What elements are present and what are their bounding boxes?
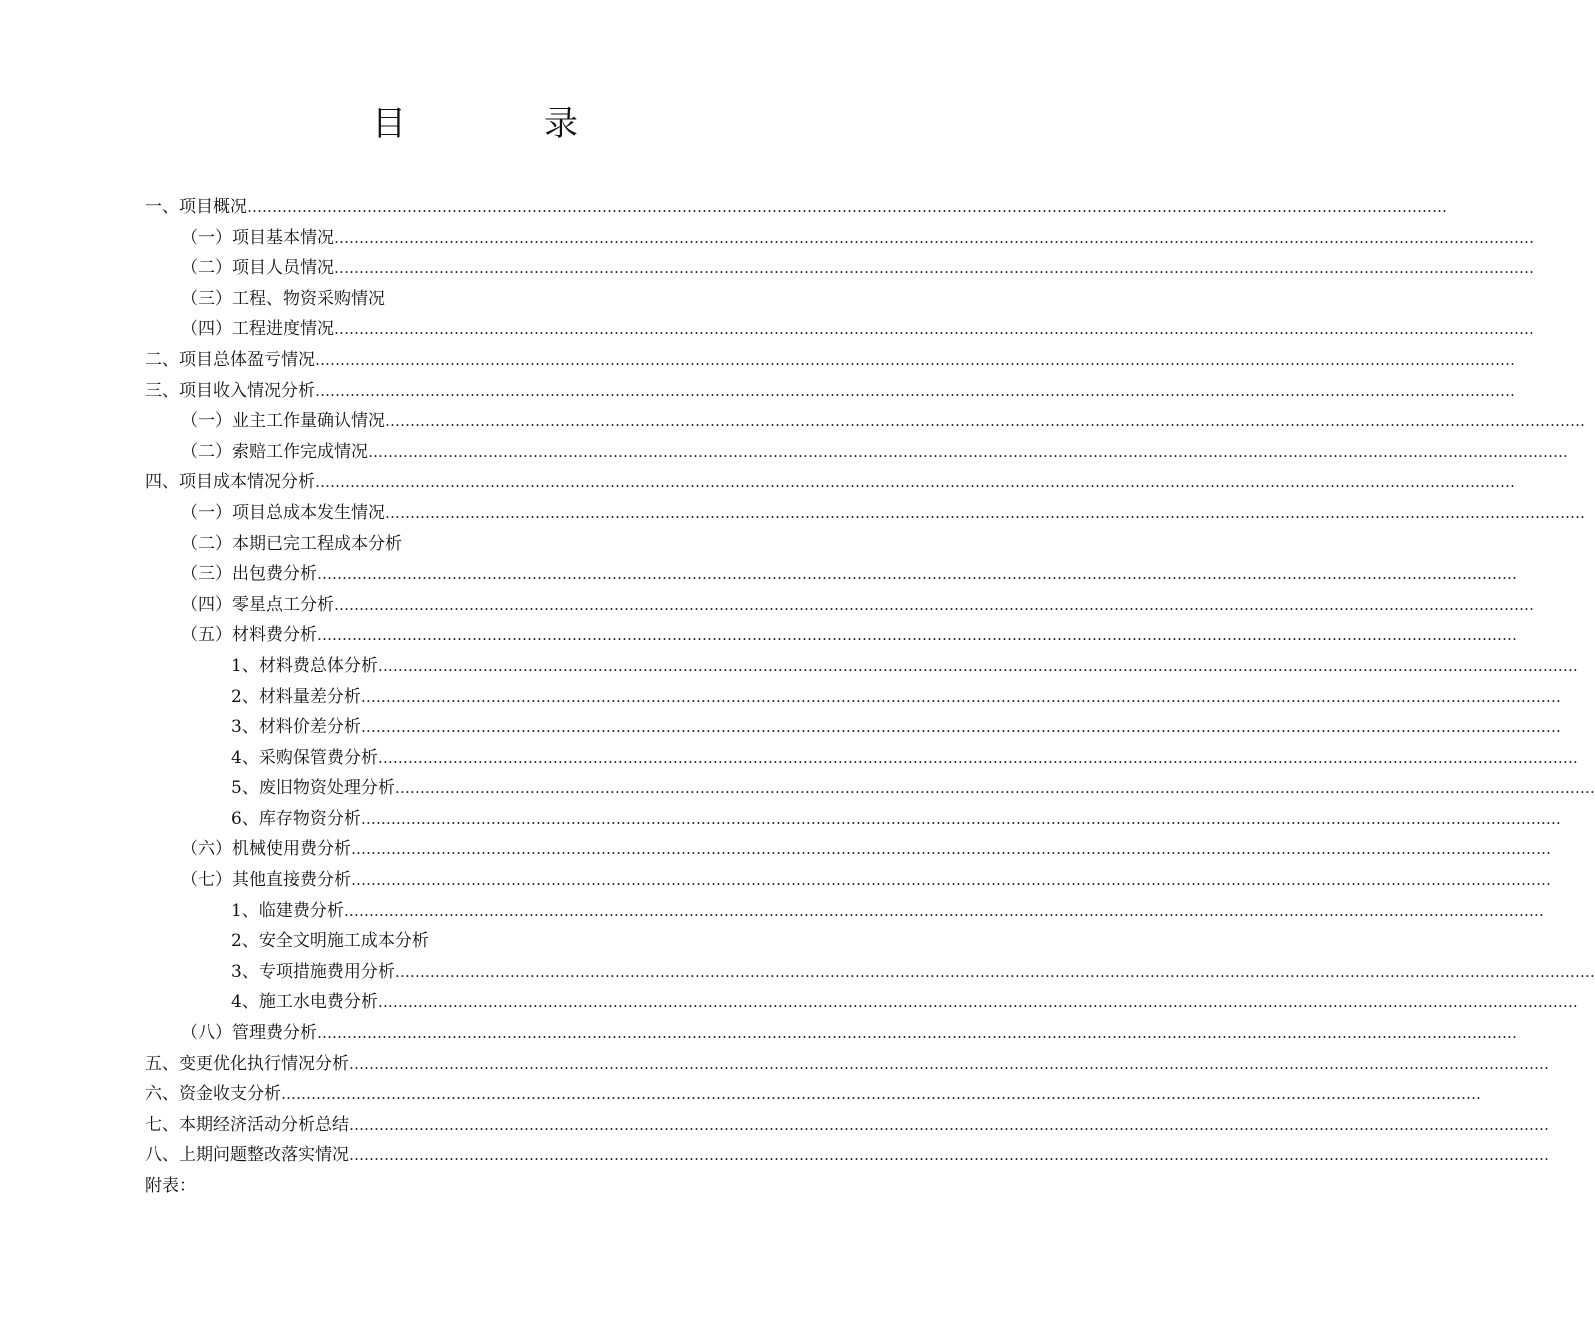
toc-entry[interactable] — [145, 1018, 1517, 1049]
toc-entry-label: （一）项目基本情况 — [181, 227, 334, 248]
toc-entry[interactable] — [145, 773, 1595, 804]
toc-entry-label: 3、材料价差分析 — [231, 717, 361, 738]
toc-entry[interactable] — [145, 834, 1551, 865]
toc-dot-leader: …………………………………………………………………………………………………………………………………………………………………………………………………………………… — [394, 779, 1595, 798]
toc-entry[interactable] — [145, 1171, 835, 1202]
toc-entry[interactable] — [145, 253, 1534, 284]
toc-entry[interactable] — [145, 590, 1534, 621]
toc-dot-leader: …………………………………………………………………………………………………………………………………………………………………………………………………………………… — [377, 993, 1578, 1012]
toc-entry-label: 四、项目成本情况分析 — [145, 472, 315, 493]
toc-entry-label: （五）材料费分析 — [181, 625, 317, 646]
page-title: 目 录 — [372, 104, 630, 144]
toc-entry[interactable] — [145, 284, 835, 315]
toc-entry[interactable] — [145, 223, 1534, 254]
toc-entry[interactable] — [145, 804, 1561, 835]
toc-dot-leader: …………………………………………………………………………………………………………………………………………………………………………………………………………………… — [360, 718, 1561, 737]
toc-entry[interactable] — [145, 651, 1578, 682]
toc-entry-label: 4、施工水电费分析 — [231, 992, 378, 1013]
toc-dot-leader: …………………………………………………………………………………………………………………………………………………………………………………………………………………… — [349, 1146, 1549, 1165]
toc-entry-label: 4、采购保管费分析 — [231, 747, 378, 768]
toc-dot-leader: …………………………………………………………………………………………………………………………………………………………………………………………………………………… — [385, 503, 1585, 522]
toc-entry-label: （四）零星点工分析 — [181, 594, 334, 615]
toc-entry-label: 三、项目收入情况分析 — [145, 380, 315, 401]
toc-entry[interactable] — [145, 1079, 1481, 1110]
toc-entry-label: （一）业主工作量确认情况 — [181, 411, 385, 432]
toc-dot-leader: …………………………………………………………………………………………………………………………………………………………………………………………………………………… — [317, 626, 1517, 645]
toc-dot-leader: …………………………………………………………………………………………………………………………………………………………………………………………………………………… — [349, 1054, 1549, 1073]
toc-entry-label: 2、材料量差分析 — [231, 686, 361, 707]
toc-dot-leader: …………………………………………………………………………………………………………………………………………………………………………………………………………………… — [334, 320, 1534, 339]
toc-dot-leader: …………………………………………………………………………………………………………………………………………………………………………………………………………………… — [360, 687, 1561, 706]
toc-entry-label: 6、库存物资分析 — [231, 808, 361, 829]
toc-entry[interactable] — [145, 957, 1595, 988]
toc-entry-label: 七、本期经济活动分析总结 — [145, 1114, 349, 1135]
toc-entry[interactable] — [145, 926, 835, 957]
toc-entry-label: （一）项目总成本发生情况 — [181, 502, 385, 523]
toc-entry-label: （四）工程进度情况 — [181, 319, 334, 340]
toc-entry[interactable] — [145, 1049, 1549, 1080]
toc-entry-label: 一、项目概况 — [145, 197, 247, 217]
toc-entry[interactable] — [145, 467, 1515, 498]
toc-dot-leader: …………………………………………………………………………………………………………………………………………………………………………………………………………………… — [315, 473, 1515, 492]
toc-entry[interactable] — [145, 896, 1544, 927]
toc-dot-leader: …………………………………………………………………………………………………………………………………………………………………………………………………………………… — [368, 442, 1568, 461]
toc-dot-leader: …………………………………………………………………………………………………………………………………………………………………………………………………………………… — [281, 1085, 1481, 1104]
toc-dot-leader: …………………………………………………………………………………………………………………………………………………………………………………………………………………… — [377, 748, 1578, 767]
toc-entry-label: （三）出包费分析 — [181, 564, 317, 585]
toc-dot-leader: …………………………………………………………………………………………………………………………………………………………………………………………………………………… — [315, 350, 1515, 369]
table-of-contents — [145, 192, 1595, 1202]
toc-entry-label: （二）索赔工作完成情况 — [181, 441, 368, 462]
toc-entry[interactable] — [145, 1140, 1549, 1171]
toc-entry[interactable] — [145, 1110, 1549, 1141]
toc-entry-label: （八）管理费分析 — [181, 1023, 317, 1044]
toc-entry[interactable] — [145, 498, 1585, 529]
toc-entry[interactable] — [145, 712, 1561, 743]
toc-entry[interactable] — [145, 314, 1534, 345]
toc-entry-label: 1、临建费分析 — [231, 900, 344, 921]
toc-dot-leader: …………………………………………………………………………………………………………………………………………………………………………………………………………………… — [334, 595, 1534, 614]
toc-entry-label: 六、资金收支分析 — [145, 1084, 281, 1105]
toc-dot-leader: …………………………………………………………………………………………………………………………………………………………………………………………………………………… — [351, 871, 1551, 890]
toc-entry[interactable] — [145, 192, 1447, 223]
toc-dot-leader: …………………………………………………………………………………………………………………………………………………………………………………………………………………… — [334, 259, 1534, 278]
toc-entry-label: （六）机械使用费分析 — [181, 839, 351, 860]
toc-entry-label: 附表： — [145, 1176, 196, 1196]
toc-entry[interactable] — [145, 529, 835, 560]
toc-entry[interactable] — [145, 406, 1585, 437]
toc-dot-leader: …………………………………………………………………………………………………………………………………………………………………………………………………………………… — [385, 412, 1585, 431]
toc-entry[interactable] — [145, 743, 1578, 774]
toc-entry[interactable] — [145, 345, 1515, 376]
toc-entry-label: （二）本期已完工程成本分析 — [181, 533, 402, 554]
toc-entry[interactable] — [145, 682, 1561, 713]
toc-dot-leader: …………………………………………………………………………………………………………………………………………………………………………………………………………………… — [360, 809, 1561, 828]
toc-entry[interactable] — [145, 376, 1515, 407]
toc-entry[interactable] — [145, 620, 1517, 651]
toc-entry[interactable] — [145, 865, 1551, 896]
toc-entry-label: 八、上期问题整改落实情况 — [145, 1145, 349, 1166]
toc-entry-label: （三）工程、物资采购情况 — [181, 288, 385, 309]
toc-dot-leader: …………………………………………………………………………………………………………………………………………………………………………………………………………………… — [349, 1115, 1549, 1134]
toc-dot-leader: …………………………………………………………………………………………………………………………………………………………………………………………………………………… — [317, 565, 1517, 584]
toc-dot-leader: …………………………………………………………………………………………………………………………………………………………………………………………………………………… — [343, 901, 1544, 920]
toc-dot-leader: …………………………………………………………………………………………………………………………………………………………………………………………………………………… — [317, 1024, 1517, 1043]
toc-dot-leader: …………………………………………………………………………………………………………………………………………………………………………………………………………………… — [377, 656, 1578, 675]
toc-entry[interactable] — [145, 437, 1568, 468]
toc-entry-label: 1、材料费总体分析 — [231, 655, 378, 676]
toc-dot-leader: …………………………………………………………………………………………………………………………………………………………………………………………………………………… — [315, 381, 1515, 400]
toc-entry-label: 二、项目总体盈亏情况 — [145, 349, 315, 370]
toc-dot-leader: …………………………………………………………………………………………………………………………………………………………………………………………………………………… — [394, 962, 1595, 981]
toc-entry-label: （七）其他直接费分析 — [181, 870, 351, 891]
toc-entry-label: 5、废旧物资处理分析 — [231, 778, 395, 799]
toc-entry-label: 五、变更优化执行情况分析 — [145, 1053, 349, 1074]
toc-entry-label: （二）项目人员情况 — [181, 258, 334, 279]
toc-entry[interactable] — [145, 559, 1517, 590]
toc-dot-leader: …………………………………………………………………………………………………………………………………………………………………………………………………………………… — [334, 228, 1534, 247]
toc-dot-leader: …………………………………………………………………………………………………………………………………………………………………………………………………………………… — [247, 198, 1447, 216]
toc-entry-label: 3、专项措施费用分析 — [231, 961, 395, 982]
toc-entry[interactable] — [145, 987, 1578, 1018]
toc-dot-leader: …………………………………………………………………………………………………………………………………………………………………………………………………………………… — [351, 840, 1551, 859]
toc-entry-label: 2、安全文明施工成本分析 — [231, 931, 429, 952]
